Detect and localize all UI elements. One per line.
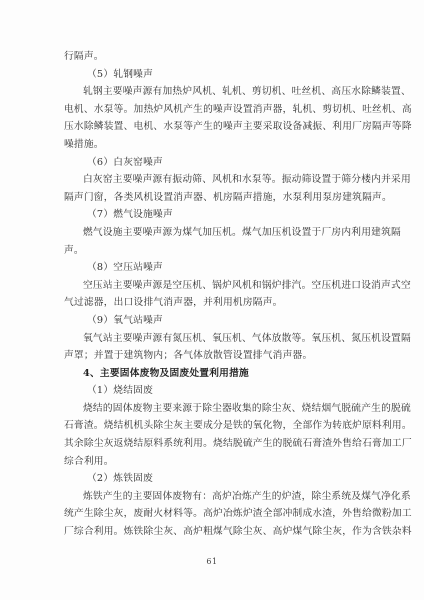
body-text-line: 电机、水泵等。加热炉风机产生的噪声设置消声器，轧机、剪切机、吐丝机、高 (64, 103, 412, 115)
section-subheading: （2）炼铁固废 (87, 473, 154, 485)
body-text-line: 压水除鳞装置、电机、水泵等产生的噪声主要采取设备减振、利用厂房隔声等降 (64, 121, 412, 133)
section-heading: 4、主要固体废物及固废处置利用措施 (83, 367, 249, 379)
body-text-line: 隔声门窗，各类风机设置消声器、机房隔声措施，水泵利用泵房建筑隔声。 (64, 191, 392, 203)
body-text-line: 噪措施。 (64, 138, 104, 150)
body-text-line: 厂综合利用。炼铁除尘灰、高炉粗煤气除尘灰、高炉煤气除尘灰，作为含铁杂料 (64, 526, 412, 538)
body-text-line: 气过滤器，出口设排气消声器，并利用机房隔声。 (64, 297, 283, 309)
document-body (64, 48, 412, 541)
body-text-line: 声。 (64, 244, 84, 256)
paragraph-first-line: 氧气站主要噪声源有氮压机、氧压机、气体放散等。氧压机、氮压机设置隔 (83, 332, 411, 344)
paragraph-first-line: 燃气设施主要噪声源为煤气加压机。煤气加压机设置于厂房内利用建筑隔 (83, 226, 401, 238)
body-text-line: 行隔声。 (64, 51, 104, 62)
paragraph-first-line: 轧钢主要噪声源有加热炉风机、轧机、剪切机、吐丝机、高压水除鳞装置、 (83, 86, 411, 98)
section-subheading: （1）烧结固废 (87, 385, 154, 397)
body-text-line: 统产生除尘灰，废耐火材料等。高炉冶炼炉渣全部冲制成水渣，外售给微粉加工 (64, 508, 412, 520)
body-text-line: 其余除尘灰返烧结原料系统利用。烧结脱硫产生的脱硫石膏渣外售给石膏加工厂 (64, 438, 412, 450)
paragraph-first-line: 烧结的固体废物主要来源于除尘器收集的除尘灰、烧结烟气脱硫产生的脱硫 (83, 402, 411, 414)
body-text-line: 综合利用。 (64, 455, 114, 467)
page-number: 61 (206, 557, 218, 566)
paragraph-first-line: 空压站主要噪声源是空压机、锅炉风机和锅炉排汽。空压机进口设消声式空 (83, 279, 411, 291)
body-text-line: 声罩；并置于建筑物内；各气体放散管设置排气消声器。 (64, 350, 313, 362)
section-subheading: （7）燃气设施噪声 (87, 209, 173, 221)
paragraph-first-line: 炼铁产生的主要固体废物有：高炉冶炼产生的炉渣，除尘系统及煤气净化系 (83, 490, 411, 502)
paragraph-first-line: 白灰窑主要噪声源有振动筛、风机和水泵等。振动筛设置于筛分楼内并采用 (83, 174, 411, 186)
section-subheading: （9）氧气站噪声 (87, 314, 163, 326)
section-subheading: （8）空压站噪声 (87, 262, 163, 274)
section-subheading: （6）白灰窑噪声 (87, 156, 163, 168)
body-text-line: 石膏渣。烧结机机头除尘灰主要成分是铁的氧化物，全部作为转底炉原料利用。 (64, 420, 412, 432)
section-subheading: （5）轧钢噪声 (87, 68, 154, 80)
